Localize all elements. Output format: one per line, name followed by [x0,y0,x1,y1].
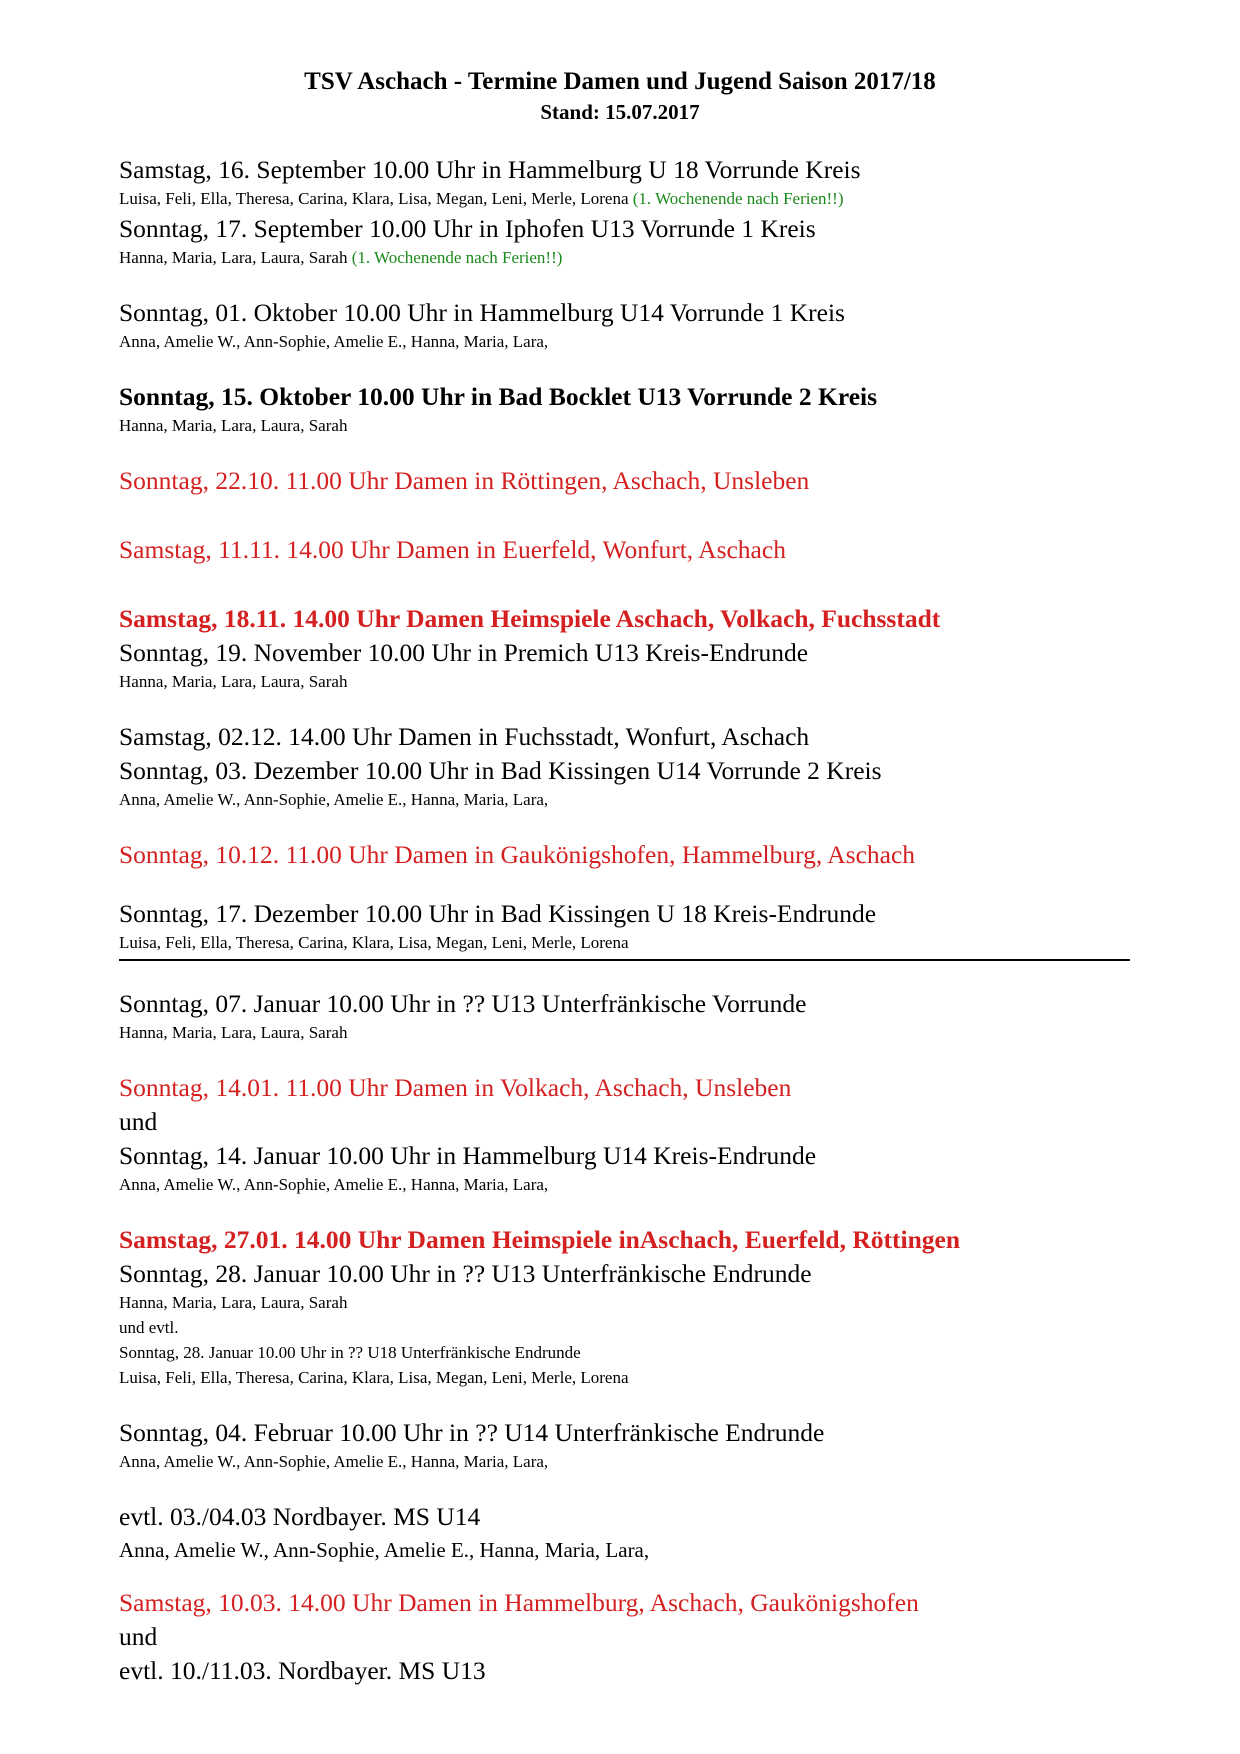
player-line: Anna, Amelie W., Ann-Sophie, Amelie E., Hanna, Maria, Lara, [119,332,549,351]
event-line: Sonntag, 17. September 10.00 Uhr in Iphofen U13 Vorrunde 1 Kreis [119,214,816,243]
event-line: Sonntag, 19. November 10.00 Uhr in Premich U13 Kreis-Endrunde [119,638,809,667]
event-line: Sonntag, 07. Januar 10.00 Uhr in ?? U13 Unterfränkische Vorrunde [119,989,807,1018]
player-line: Luisa, Feli, Ella, Theresa, Carina, Klara, Lisa, Megan, Leni, Merle, Lorena [119,1368,629,1387]
event-line-damen: Sonntag, 14.01. 11.00 Uhr Damen in Volkach, Aschach, Unsleben [119,1073,792,1102]
player-line: Hanna, Maria, Lara, Laura, Sarah [119,1293,348,1312]
player-line [119,189,844,209]
player-line [119,248,562,268]
divider-line [119,959,1130,961]
player-names: Luisa, Feli, Ella, Theresa, Carina, Klara, Lisa, Megan, Leni, Merle, Lorena [119,189,633,208]
note-green: (1. Wochenende nach Ferien!!) [351,248,563,267]
note-green: (1. Wochenende nach Ferien!!) [632,189,844,208]
event-line-damen: Sonntag, 22.10. 11.00 Uhr Damen in Röttingen, Aschach, Unsleben [119,466,810,495]
event-line: evtl. 03./04.03 Nordbayer. MS U14 [119,1502,481,1531]
event-line-small: Sonntag, 28. Januar 10.00 Uhr in ?? U18 Unterfränkische Endrunde [119,1343,581,1362]
event-line: evtl. 10./11.03. Nordbayer. MS U13 [119,1656,486,1685]
event-line-bold: Sonntag, 15. Oktober 10.00 Uhr in Bad Bocklet U13 Vorrunde 2 Kreis [119,382,878,411]
event-line: Sonntag, 28. Januar 10.00 Uhr in ?? U13 Unterfränkische Endrunde [119,1259,812,1288]
player-names: Hanna, Maria, Lara, Laura, Sarah [119,248,352,267]
event-line-heimspiele: Samstag, 27.01. 14.00 Uhr Damen Heimspiele inAschach, Euerfeld, Röttingen [119,1225,961,1254]
player-line: Hanna, Maria, Lara, Laura, Sarah [119,672,348,691]
player-line: Hanna, Maria, Lara, Laura, Sarah [119,416,348,435]
event-line: Sonntag, 03. Dezember 10.00 Uhr in Bad Kissingen U14 Vorrunde 2 Kreis [119,756,882,785]
connector-text: und [119,1622,158,1651]
player-line: Anna, Amelie W., Ann-Sophie, Amelie E., Hanna, Maria, Lara, [119,790,549,809]
event-line: Samstag, 02.12. 14.00 Uhr Damen in Fuchsstadt, Wonfurt, Aschach [119,722,810,751]
event-line: Sonntag, 14. Januar 10.00 Uhr in Hammelburg U14 Kreis-Endrunde [119,1141,817,1170]
event-line: Sonntag, 17. Dezember 10.00 Uhr in Bad Kissingen U 18 Kreis-Endrunde [119,899,877,928]
player-line: Anna, Amelie W., Ann-Sophie, Amelie E., Hanna, Maria, Lara, [119,1452,549,1471]
document-stand-date: Stand: 15.07.2017 [540,100,700,124]
event-line-damen: Samstag, 10.03. 14.00 Uhr Damen in Hammelburg, Aschach, Gaukönigshofen [119,1588,919,1617]
player-line: Hanna, Maria, Lara, Laura, Sarah [119,1023,348,1042]
player-line: Anna, Amelie W., Ann-Sophie, Amelie E., Hanna, Maria, Lara, [119,1538,650,1562]
connector-text: und evtl. [119,1318,179,1337]
event-line: Sonntag, 01. Oktober 10.00 Uhr in Hammelburg U14 Vorrunde 1 Kreis [119,298,845,327]
event-line-heimspiele: Samstag, 18.11. 14.00 Uhr Damen Heimspiele Aschach, Volkach, Fuchsstadt [119,604,941,633]
connector-text: und [119,1107,158,1136]
event-line-damen: Samstag, 11.11. 14.00 Uhr Damen in Euerfeld, Wonfurt, Aschach [119,535,786,564]
document-title: TSV Aschach - Termine Damen und Jugend Saison 2017/18 [304,68,936,95]
event-line-damen: Sonntag, 10.12. 11.00 Uhr Damen in Gaukönigshofen, Hammelburg, Aschach [119,840,916,869]
player-line: Anna, Amelie W., Ann-Sophie, Amelie E., Hanna, Maria, Lara, [119,1175,549,1194]
event-line: Sonntag, 04. Februar 10.00 Uhr in ?? U14 Unterfränkische Endrunde [119,1418,825,1447]
player-line: Luisa, Feli, Ella, Theresa, Carina, Klara, Lisa, Megan, Leni, Merle, Lorena [119,933,629,952]
event-line: Samstag, 16. September 10.00 Uhr in Hammelburg U 18 Vorrunde Kreis [119,155,861,184]
